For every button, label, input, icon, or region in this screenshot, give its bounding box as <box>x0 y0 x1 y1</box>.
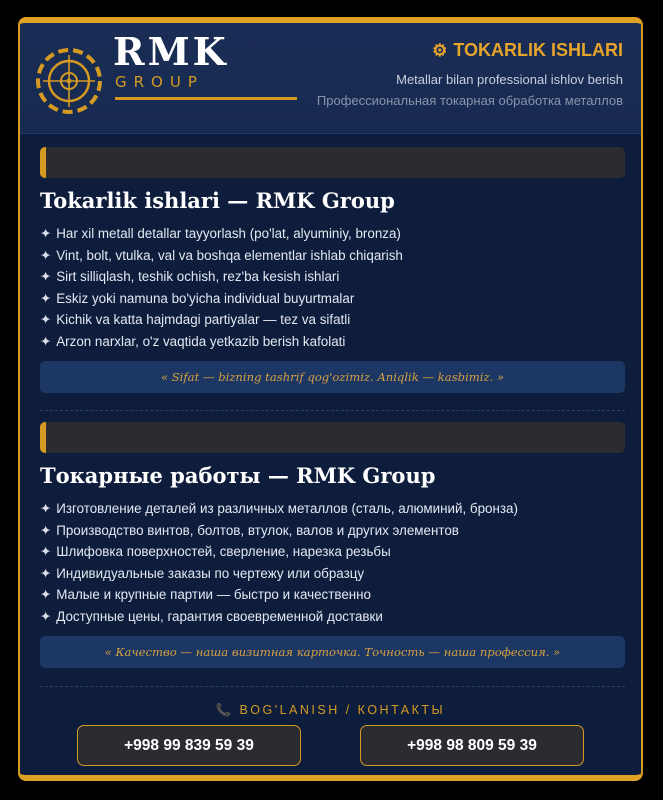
list-item <box>40 584 518 606</box>
section-title: Токарные работы — RMK Group <box>40 463 436 488</box>
services-list-uz <box>40 223 403 353</box>
list-item-text: Vint, bolt, vtulka, val va boshqa elementlar ishlab chiqarish <box>56 247 403 263</box>
list-item-text: Доступные цены, гарантия своевременной доставки <box>56 608 383 624</box>
brand-name: RMK <box>113 29 229 74</box>
gear-icon: ⚙ <box>432 40 448 60</box>
quote-banner: « Качество — наша визитная карточка. Точность — наша профессия. » <box>40 636 625 668</box>
list-item <box>40 288 403 310</box>
list-item-text: Шлифовка поверхностей, сверление, нарезка резьбы <box>56 544 391 560</box>
section-bar-accent <box>40 147 46 178</box>
brand-underline <box>115 97 297 100</box>
section-title: Tokarlik ishlari — RMK Group <box>40 188 395 213</box>
list-item-text: Har xil metall detallar tayyorlash (po'lat, alyuminiy, bronza) <box>56 226 401 241</box>
list-item <box>40 331 403 353</box>
divider <box>40 686 625 687</box>
list-item <box>40 563 518 585</box>
star-bullet-icon: ✦ <box>40 247 52 263</box>
section-bar <box>40 147 625 178</box>
star-bullet-icon: ✦ <box>40 312 52 328</box>
star-bullet-icon: ✦ <box>40 565 52 581</box>
star-bullet-icon: ✦ <box>40 269 52 285</box>
list-item <box>40 541 518 563</box>
list-item-text: Производство винтов, болтов, втулок, валов и других элементов <box>56 522 459 538</box>
card <box>18 17 643 781</box>
list-item-text: Изготовление деталей из различных металлов (сталь, алюминий, бронза) <box>56 501 518 516</box>
contacts-label-text: BOG'LANISH / КОНТАКТЫ <box>239 703 446 717</box>
star-bullet-icon: ✦ <box>40 544 52 560</box>
brand-subtitle: GROUP <box>115 73 204 91</box>
phone-button-1[interactable]: +998 99 839 59 39 <box>77 725 301 766</box>
section-bar-accent <box>40 422 46 453</box>
star-bullet-icon: ✦ <box>40 226 52 241</box>
list-item <box>40 245 403 267</box>
star-bullet-icon: ✦ <box>40 290 52 306</box>
section-bar <box>40 422 625 453</box>
phone-icon: 📞 <box>215 703 232 717</box>
quote-banner: « Sifat — bizning tashrif qog'ozimiz. Aniqlik — kasbimiz. » <box>40 361 625 393</box>
services-list-ru <box>40 498 518 628</box>
list-item <box>40 606 518 628</box>
list-item <box>40 520 518 542</box>
list-item <box>40 498 518 520</box>
phone-button-2[interactable]: +998 98 809 59 39 <box>360 725 584 766</box>
header-tagline-ru: Профессиональная токарная обработка металлов <box>316 93 623 108</box>
header-title <box>432 40 623 61</box>
star-bullet-icon: ✦ <box>40 522 52 538</box>
star-bullet-icon: ✦ <box>40 608 52 624</box>
list-item <box>40 223 403 245</box>
star-bullet-icon: ✦ <box>40 333 52 349</box>
list-item-text: Eskiz yoki namuna bo'yicha individual buyurtmalar <box>56 290 355 306</box>
header-title-text: TOKARLIK ISHLARI <box>453 40 623 60</box>
crosshair-logo-icon <box>35 47 103 115</box>
header-tagline-uz: Metallar bilan professional ishlov berish <box>396 72 623 87</box>
list-item-text: Индивидуальные заказы по чертежу или образцу <box>56 565 365 581</box>
list-item <box>40 266 403 288</box>
list-item-text: Arzon narxlar, o'z vaqtida yetkazib berish kafolati <box>56 333 346 349</box>
star-bullet-icon: ✦ <box>40 501 52 516</box>
list-item <box>40 309 403 331</box>
divider <box>40 410 625 411</box>
header <box>20 23 641 134</box>
list-item-text: Малые и крупные партии — быстро и качественно <box>56 587 371 603</box>
star-bullet-icon: ✦ <box>40 587 52 603</box>
contacts-label <box>20 703 641 718</box>
list-item-text: Kichik va katta hajmdagi partiyalar — tez va sifatli <box>56 312 351 328</box>
list-item-text: Sirt silliqlash, teshik ochish, rez'ba kesish ishlari <box>56 269 340 285</box>
